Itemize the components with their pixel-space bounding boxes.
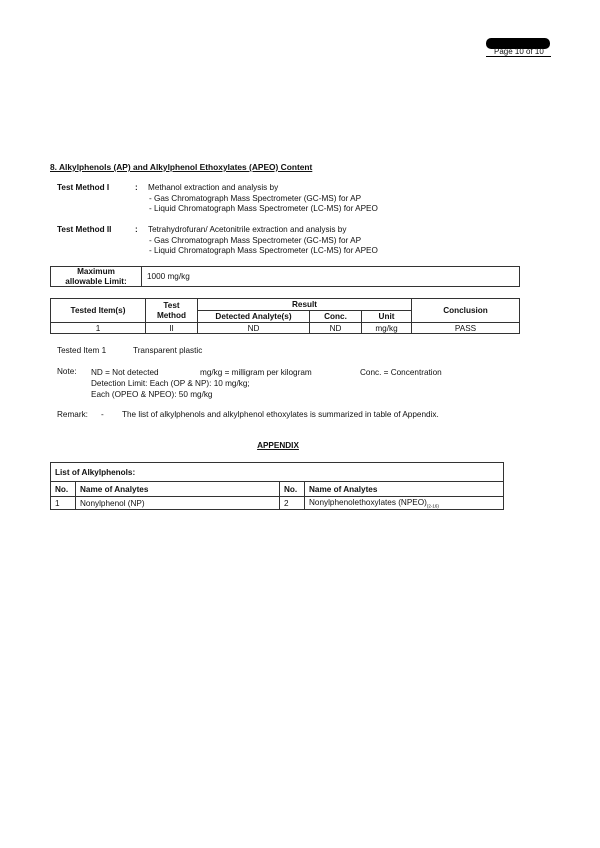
analyte-subscript: (2-16) bbox=[426, 503, 439, 509]
tested-item-value: Transparent plastic bbox=[133, 346, 203, 355]
header-tested-item: Tested Item(s) bbox=[51, 299, 146, 323]
appendix-cell-name: Nonylphenol (NP) bbox=[76, 497, 280, 510]
appendix-cell-no: 1 bbox=[51, 497, 76, 510]
method-line: Tetrahydrofuran/ Acetonitrile extraction and analysis by bbox=[148, 225, 347, 234]
note-conc: Conc. = Concentration bbox=[360, 368, 442, 377]
appendix-title: APPENDIX bbox=[257, 441, 299, 450]
cell-conclusion: PASS bbox=[412, 323, 520, 334]
cell-method: II bbox=[146, 323, 198, 334]
header-divider bbox=[486, 56, 551, 57]
tested-item-label: Tested Item 1 bbox=[57, 346, 107, 355]
results-table bbox=[50, 298, 520, 334]
method-line: Methanol extraction and analysis by bbox=[148, 183, 279, 192]
note-detection-limit-apeo: Each (OPEO & NPEO): 50 mg/kg bbox=[91, 390, 213, 399]
limit-label bbox=[51, 267, 142, 286]
cell-item: 1 bbox=[51, 323, 146, 334]
test-method-1-colon: : bbox=[135, 183, 138, 192]
test-method-2-colon: : bbox=[135, 225, 138, 234]
limit-box bbox=[50, 266, 520, 287]
header-test-method bbox=[146, 299, 198, 323]
table-row bbox=[51, 497, 504, 510]
header-test-method-line: Test bbox=[163, 300, 180, 310]
limit-label-line: allowable Limit: bbox=[65, 276, 127, 286]
note-detection-limit: Detection Limit: Each (OP & NP): 10 mg/kg; bbox=[91, 379, 250, 388]
method-line: - Liquid Chromatograph Mass Spectrometer (LC-MS) for APEO bbox=[149, 204, 378, 213]
test-method-2-description bbox=[148, 225, 378, 257]
appendix-cell-name-2 bbox=[305, 497, 504, 510]
appendix-table bbox=[50, 462, 504, 510]
cell-conc: ND bbox=[310, 323, 362, 334]
method-line: - Liquid Chromatograph Mass Spectrometer (LC-MS) for APEO bbox=[149, 246, 378, 255]
header-unit: Unit bbox=[362, 311, 412, 323]
section-title: 8. Alkylphenols (AP) and Alkylphenol Ethoxylates (APEO) Content bbox=[50, 162, 313, 172]
header-conc: Conc. bbox=[310, 311, 362, 323]
remark-label: Remark: bbox=[57, 410, 88, 419]
remark-dash: - bbox=[101, 410, 104, 419]
note-label: Note: bbox=[57, 367, 77, 376]
header-detected-analytes: Detected Analyte(s) bbox=[198, 311, 310, 323]
appendix-cell-no-2: 2 bbox=[280, 497, 305, 510]
analyte-name: Nonylphenolethoxylates (NPEO) bbox=[309, 497, 427, 507]
limit-value: 1000 mg/kg bbox=[147, 272, 190, 281]
appendix-header-name: Name of Analytes bbox=[76, 482, 280, 497]
test-method-2-label: Test Method II bbox=[57, 225, 112, 234]
test-method-1-description bbox=[148, 183, 378, 215]
limit-label-line: Maximum bbox=[77, 267, 115, 276]
appendix-header-no-2: No. bbox=[280, 482, 305, 497]
note-nd: ND = Not detected bbox=[91, 368, 159, 377]
header-result: Result bbox=[198, 299, 412, 311]
test-method-1-label: Test Method I bbox=[57, 183, 110, 192]
cell-detected: ND bbox=[198, 323, 310, 334]
header-test-method-line: Method bbox=[156, 310, 187, 320]
cell-unit: mg/kg bbox=[362, 323, 412, 334]
remark-text: The list of alkylphenols and alkylphenol ethoxylates is summarized in table of Appendix. bbox=[122, 410, 439, 419]
page-number: Page 10 of 10 bbox=[494, 47, 544, 56]
method-line: - Gas Chromatograph Mass Spectrometer (GC-MS) for AP bbox=[149, 235, 362, 245]
table-row bbox=[51, 323, 520, 334]
header-conclusion: Conclusion bbox=[412, 299, 520, 323]
appendix-list-title: List of Alkylphenols: bbox=[51, 463, 504, 482]
appendix-header-name-2: Name of Analytes bbox=[305, 482, 504, 497]
appendix-header-no: No. bbox=[51, 482, 76, 497]
method-line: - Gas Chromatograph Mass Spectrometer (GC-MS) for AP bbox=[149, 193, 362, 203]
note-mgkg: mg/kg = milligram per kilogram bbox=[200, 368, 312, 377]
